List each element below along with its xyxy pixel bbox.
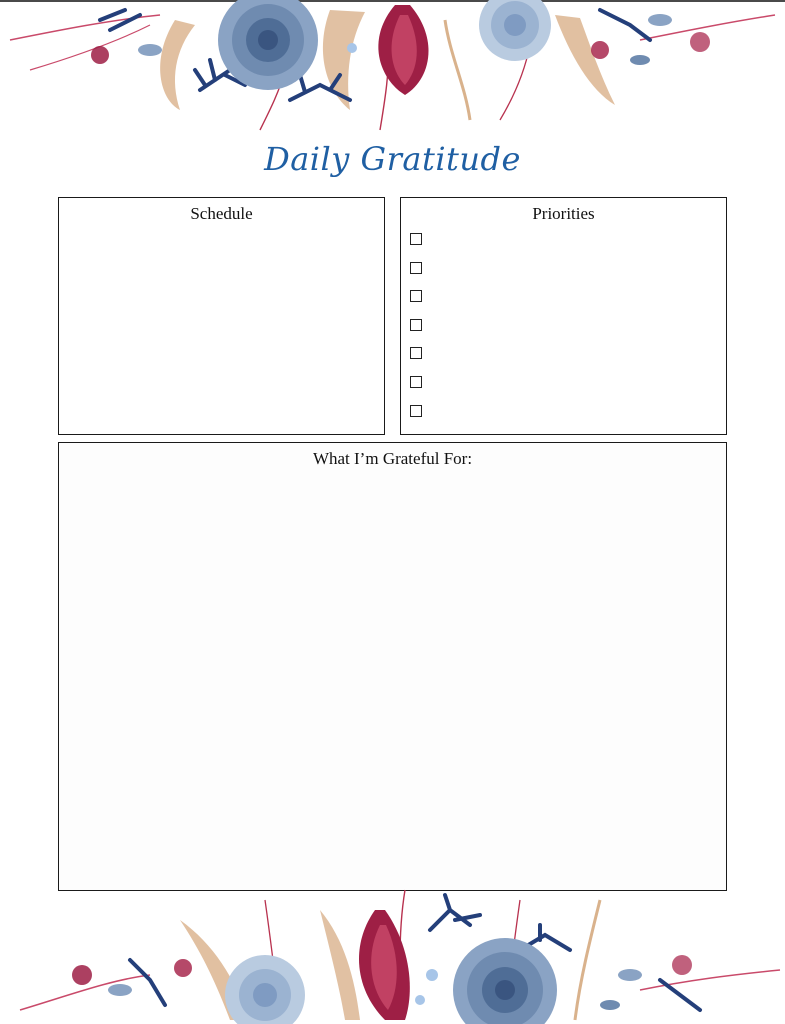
priority-checkbox-7[interactable] bbox=[410, 405, 422, 417]
priority-checkbox-1[interactable] bbox=[410, 233, 422, 245]
priority-checkbox-5[interactable] bbox=[410, 347, 422, 359]
priorities-checklist bbox=[410, 233, 422, 433]
grateful-box[interactable] bbox=[58, 442, 727, 891]
priorities-heading: Priorities bbox=[532, 204, 595, 223]
priority-checkbox-3[interactable] bbox=[410, 290, 422, 302]
priority-checkbox-4[interactable] bbox=[410, 319, 422, 331]
floral-border-top-icon bbox=[0, 0, 785, 140]
schedule-box[interactable] bbox=[58, 197, 385, 435]
grateful-heading: What I’m Grateful For: bbox=[312, 449, 473, 468]
floral-border-bottom-icon bbox=[0, 880, 785, 1024]
priority-checkbox-2[interactable] bbox=[410, 262, 422, 274]
priority-checkbox-6[interactable] bbox=[410, 376, 422, 388]
page-title: Daily Gratitude bbox=[264, 140, 521, 178]
priorities-box bbox=[400, 197, 727, 435]
schedule-heading: Schedule bbox=[190, 204, 253, 223]
